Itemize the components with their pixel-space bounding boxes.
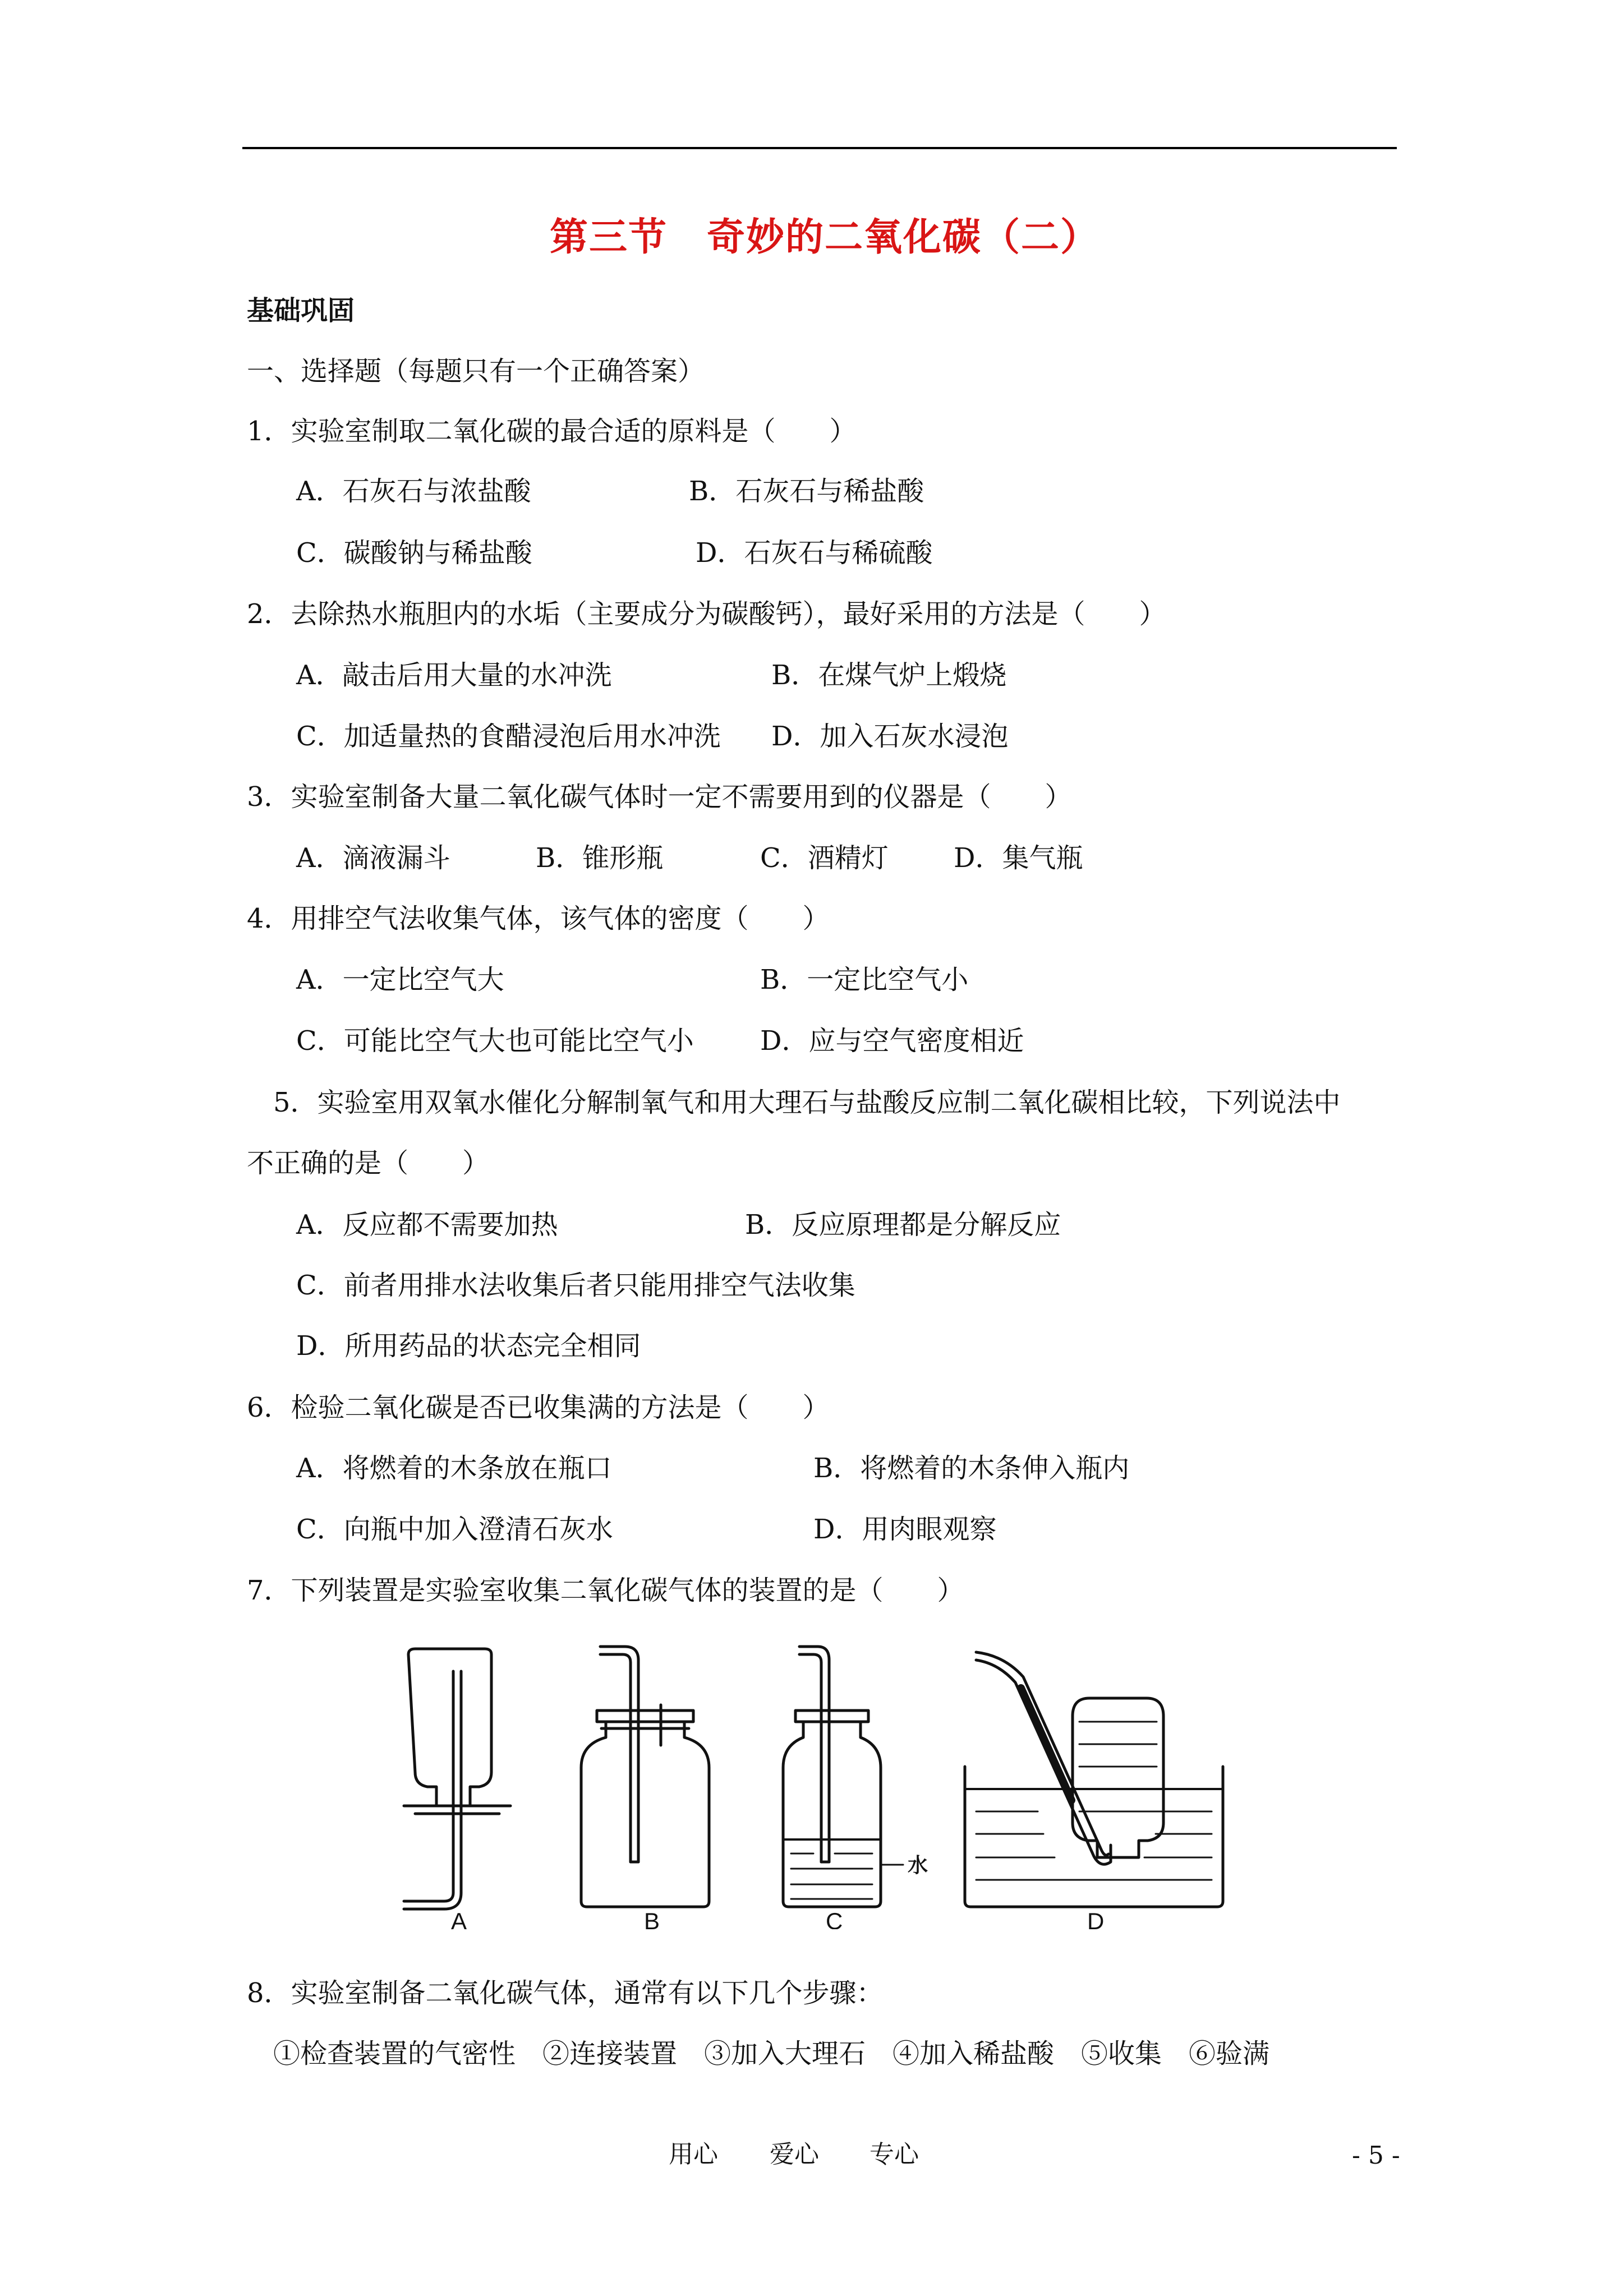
- water-label: 水: [908, 1854, 928, 1877]
- question-8-steps: ①检查装置的气密性 ②连接装置 ③加入大理石 ④加入稀盐酸 ⑤收集 ⑥验满: [273, 2038, 1270, 2069]
- question-6-stem: 6．检验二氧化碳是否已收集满的方法是（ ）: [247, 1392, 830, 1423]
- question-6-option-a: A．将燃着的木条放在瓶口: [296, 1453, 612, 1484]
- question-5-option-c: C．前者用排水法收集后者只能用排空气法收集: [296, 1270, 855, 1301]
- question-4-option-a: A．一定比空气大: [296, 964, 504, 995]
- footer-motto-3: 专心: [869, 2140, 919, 2169]
- question-2-option-d: D．加入石灰水浸泡: [771, 721, 1009, 752]
- question-3-stem: 3．实验室制备大量二氧化碳气体时一定不需要用到的仪器是（ ）: [247, 781, 1072, 813]
- figure-label-a: A: [451, 1908, 467, 1929]
- question-2-stem: 2．去除热水瓶胆内的水垢（主要成分为碳酸钙），最好采用的方法是（ ）: [247, 598, 1166, 630]
- figure-label-b: B: [644, 1908, 660, 1929]
- question-1-option-d: D．石灰石与稀硫酸: [696, 537, 933, 569]
- question-3-option-c: C．酒精灯: [760, 842, 889, 874]
- figure-label-d: D: [1087, 1908, 1105, 1929]
- header-rule: [242, 147, 1397, 149]
- page-title: 第三节 奇妙的二氧化碳（二）: [550, 215, 1100, 260]
- part-heading: 一、选择题（每题只有一个正确答案）: [247, 356, 705, 387]
- question-4-option-d: D．应与空气密度相近: [760, 1025, 1024, 1057]
- question-4-option-c: C．可能比空气大也可能比空气小: [296, 1025, 694, 1057]
- question-3-option-d: D．集气瓶: [954, 842, 1083, 874]
- question-3-option-b: B．锥形瓶: [536, 842, 664, 874]
- question-2-option-b: B．在煤气炉上煅烧: [771, 660, 1007, 691]
- question-4-option-b: B．一定比空气小: [760, 964, 969, 995]
- question-6-option-c: C．向瓶中加入澄清石灰水: [296, 1514, 613, 1545]
- gas-collection-figure: [381, 1638, 1245, 1929]
- figure-label-c: C: [826, 1908, 843, 1929]
- question-6-option-b: B．将燃着的木条伸入瓶内: [813, 1453, 1130, 1484]
- question-5-stem-line2: 不正确的是（ ）: [247, 1147, 490, 1179]
- question-7-stem: 7．下列装置是实验室收集二氧化碳气体的装置的是（ ）: [247, 1575, 964, 1606]
- question-1-option-b: B．石灰石与稀盐酸: [689, 476, 924, 507]
- question-5-stem-line1: 5．实验室用双氧水催化分解制氧气和用大理石与盐酸反应制二氧化碳相比较，下列说法中: [273, 1087, 1341, 1118]
- apparatus-d: [965, 1652, 1223, 1907]
- question-1-option-c: C．碳酸钠与稀盐酸: [296, 537, 532, 569]
- question-2-option-a: A．敲击后用大量的水冲洗: [296, 660, 612, 691]
- question-4-stem: 4．用排空气法收集气体，该气体的密度（ ）: [247, 903, 830, 934]
- question-1-option-a: A．石灰石与浓盐酸: [296, 476, 531, 507]
- section-heading: 基础巩固: [247, 295, 355, 326]
- footer-motto-2: 爱心: [770, 2140, 819, 2169]
- question-2-option-c: C．加适量热的食醋浸泡后用水冲洗: [296, 721, 721, 752]
- question-6-option-d: D．用肉眼观察: [813, 1514, 997, 1545]
- apparatus-a: [404, 1649, 510, 1909]
- question-5-option-a: A．反应都不需要加热: [296, 1209, 558, 1241]
- footer-motto-1: 用心: [669, 2140, 718, 2169]
- apparatus-b: [581, 1647, 709, 1907]
- page-number: - 5 -: [1352, 2141, 1400, 2170]
- question-5-option-d: D．所用药品的状态完全相同: [296, 1330, 641, 1362]
- question-1-stem: 1．实验室制取二氧化碳的最合适的原料是（ ）: [247, 416, 857, 447]
- question-8-stem: 8．实验室制备二氧化碳气体，通常有以下几个步骤：: [247, 1977, 884, 2009]
- question-5-option-b: B．反应原理都是分解反应: [745, 1209, 1061, 1241]
- apparatus-c: [783, 1647, 903, 1907]
- question-3-option-a: A．滴液漏斗: [296, 842, 450, 874]
